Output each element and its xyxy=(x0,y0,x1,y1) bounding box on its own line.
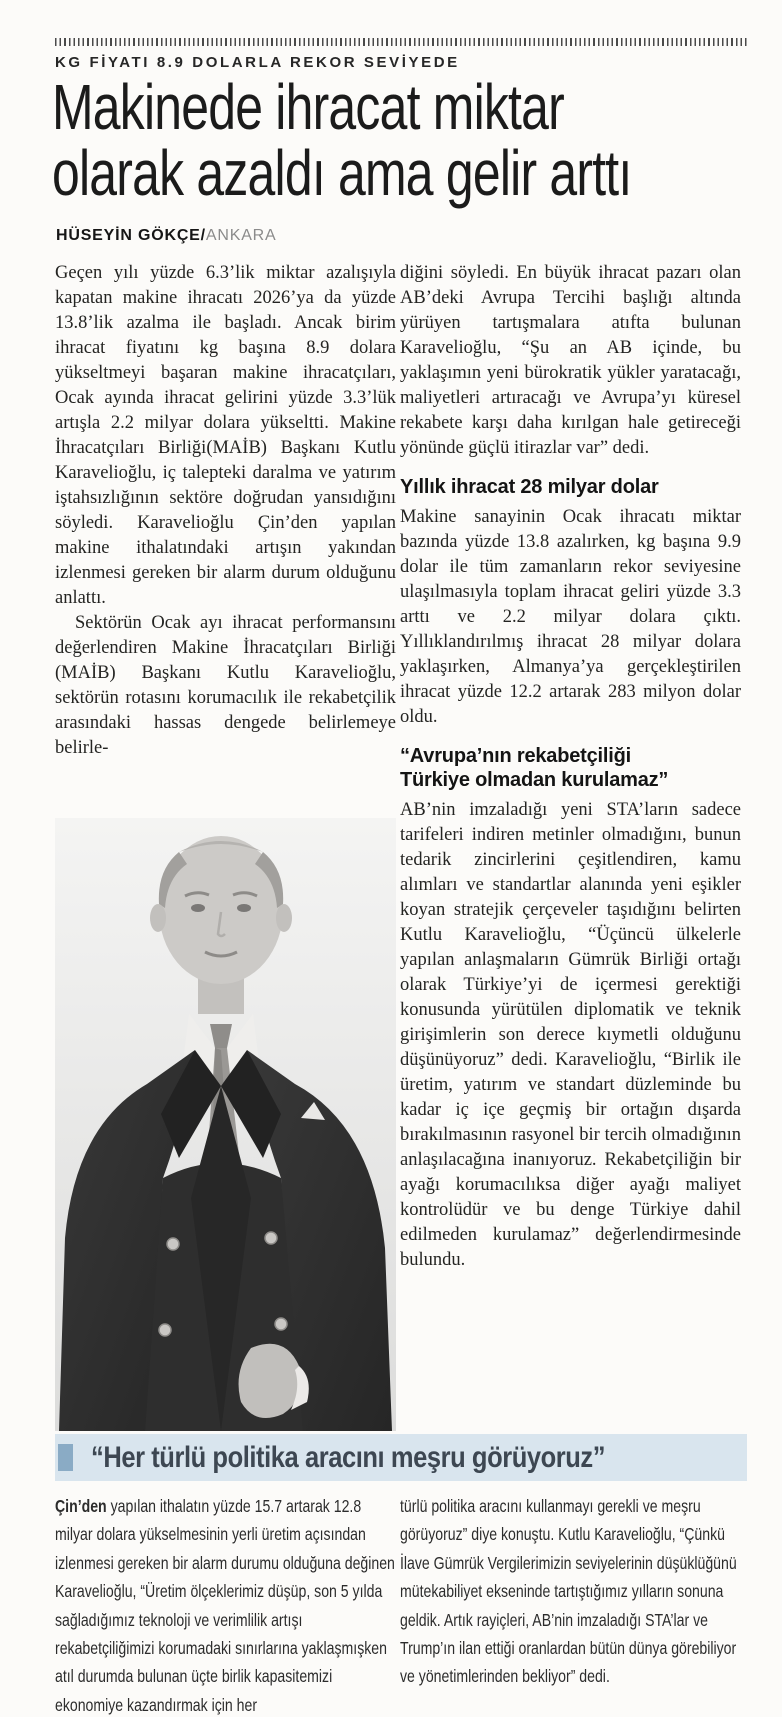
article-paragraph: Sektörün Ocak ayı ihracat performansını değerlendiren Makine İhracatçıları Birliği (MAİB) Başkanı Kutlu Karavelioğlu, sektörün rotasını korumacılık ile rekabetçilik arasındaki hassas dengede belirlemeye belirle- xyxy=(55,613,396,758)
portrait-illustration xyxy=(55,818,396,1431)
byline xyxy=(56,227,277,245)
portrait-eye-left xyxy=(191,904,205,912)
box-column-left xyxy=(55,1492,396,1717)
subhead-annual-exports: Yıllık ihracat 28 milyar dolar xyxy=(400,476,659,498)
article-column-right xyxy=(400,261,741,1273)
article-column-left xyxy=(55,261,396,761)
portrait-ear-left xyxy=(150,904,166,932)
box-heading: “Her türlü politika aracını meşru görüyoruz” xyxy=(91,1441,606,1474)
headline xyxy=(52,71,754,209)
byline-author: HÜSEYİN GÖKÇE/ xyxy=(56,227,206,244)
article-paragraph: Makine sanayinin Ocak ihracatı miktar bazında yüzde 13.8 azalırken, kg başına 9.9 dolar ile tüm zamanların rekor seviyesine ulaşılmasıyla toplam ihracat geliri yüzde 3.3 arttı ve 2.2 milyar dolara çıktı. Yıllıklandırılmış ihracat 28 milyar dolara yaklaşırken, Almanya’ya gerçekleştirilen ihracat yüzde 12.2 artarak 283 milyon dolar oldu. xyxy=(400,507,741,727)
article-paragraph: diğini söyledi. En büyük ihracat pazarı olan AB’deki Avrupa Tercihi başlığı altında yürüyen tartışmalara atıfta bulunan Karavelioğlu, “Şu an AB içinde, bu yaklaşımın yeni bürokratik yükler yaratacağı, maliyetleri artıracağı ve Avrupa’yı küresel rekabete karşı daha kırılgan hale getireceği yönünde güçlü itirazlar var” dedi. xyxy=(400,263,741,458)
subhead-europe-quote-line-1: “Avrupa’nın rekabetçiliği xyxy=(400,745,631,767)
subhead-europe-quote-line-2: Türkiye olmadan kurulamaz” xyxy=(400,769,669,791)
suit-button xyxy=(159,1324,171,1336)
article-paragraph: AB’nin imzaladığı yeni STA’ların sadece tarifeleri indiren metinler olmadığını, bunun tedarik zincirlerini çeşitlendiren, kamu alımları ve standartlar alanında yeni eşikler koyan stratejik çerçeveler taşıdığını belirten Kutlu Karavelioğlu, “Üçüncü ülkelerle yapılan anlaşmaların Gümrük Birliği ortağı olarak Türkiye’yi de içermesi gerektiği konusunda yürütülen diplomatik ve teknik girişimlerin son derece kıymetli olduğunu düşünüyoruz” dedi. Karavelioğlu, “Birlik ile üretim, yatırım ve standart düzleminde bu kadar iç içe geçmiş bir ortağın dışarda bırakılmasının rasyonel bir tercih olmadığının anlaşılacağına inanıyoruz. Rekabetçiliğin bir ayağı korumacılıksa diğer ayağı maliyet kontrolüdür ve bu denge Türkiye dahil edilmeden kurulamaz” değerlendirmesinde bulundu. xyxy=(400,800,741,1270)
subhead-europe-quote xyxy=(400,744,741,792)
byline-location: ANKARA xyxy=(205,227,277,244)
headline-line-2: olarak azaldı ama gelir arttı xyxy=(52,137,632,209)
box-column-right xyxy=(400,1492,741,1691)
kicker: KG FİYATI 8.9 DOLARLA REKOR SEVİYEDE xyxy=(55,54,460,71)
suit-button xyxy=(265,1232,277,1244)
headline-line-1: Makinede ihracat miktar xyxy=(52,71,564,143)
portrait-photo xyxy=(55,818,396,1431)
suit-button xyxy=(167,1238,179,1250)
dotted-rule xyxy=(55,38,747,46)
heading-marker xyxy=(58,1444,73,1471)
box-paragraph: türlü politika aracını kullanmayı gerekli ve meşru görüyoruz” diye konuştu. Kutlu Karavelioğlu, “Çünkü İlave Gümrük Vergilerimizin seviyelerinin düşüklüğünü mütekabiliyet ekseninde tartıştığımız yılların sonuna geldik. Artık rayiçleri, AB’nin imzaladığı STA’lar ve Trump’ın ilan ettiği oranlardan bütün dünya görebiliyor ve yönetimlerinden bekliyor” dedi. xyxy=(400,1496,737,1687)
box-paragraph xyxy=(55,1492,396,1717)
box-paragraph-text: yapılan ithalatın yüzde 15.7 artarak 12.8 milyar dolara yükselmesinin yerli üretim açısından izlenmesi gereken bir alarm durumu olduğuna değinen Karavelioğlu, “Üretim ölçeklerimiz düşüp, son 5 yılda sağladığımız teknoloji ve verimlilik artışı rekabetçiliğimizi korumadaki sınırlarına yaklaşmışken atıl durumda bulunan üçte birlik kapasitemizi ekonomiye kazandırmak için her xyxy=(55,1496,395,1715)
article-paragraph: Geçen yılı yüzde 6.3’lik miktar azalışıyla kapatan makine ihracatı 2026’ya da yüzde 13.8’lik azalma ile başladı. Ancak birim ihracat fiyatını kg başına 8.9 dolara yükseltmeyi başaran makine ihracatçıları, Ocak ayında ihracat gelirini yüzde 3.3’lük artışla 2.2 milyar dolara yükseltti. Makine İhracatçıları Birliği(MAİB) Başkanı Kutlu Karavelioğlu, iç talepteki daralma ve yatırım iştahsızlığının sektöre doğrudan yansıdığını söyledi. Karavelioğlu Çin’den yapılan makine ithalatındaki artışın yakından izlenmesi gereken bir alarm durum olduğunu anlattı. xyxy=(55,263,396,608)
portrait-ear-right xyxy=(276,904,292,932)
box-heading-band xyxy=(55,1434,747,1481)
portrait-eye-right xyxy=(237,904,251,912)
box-bold-lead: Çin’den xyxy=(55,1496,107,1516)
suit-button xyxy=(275,1318,287,1330)
